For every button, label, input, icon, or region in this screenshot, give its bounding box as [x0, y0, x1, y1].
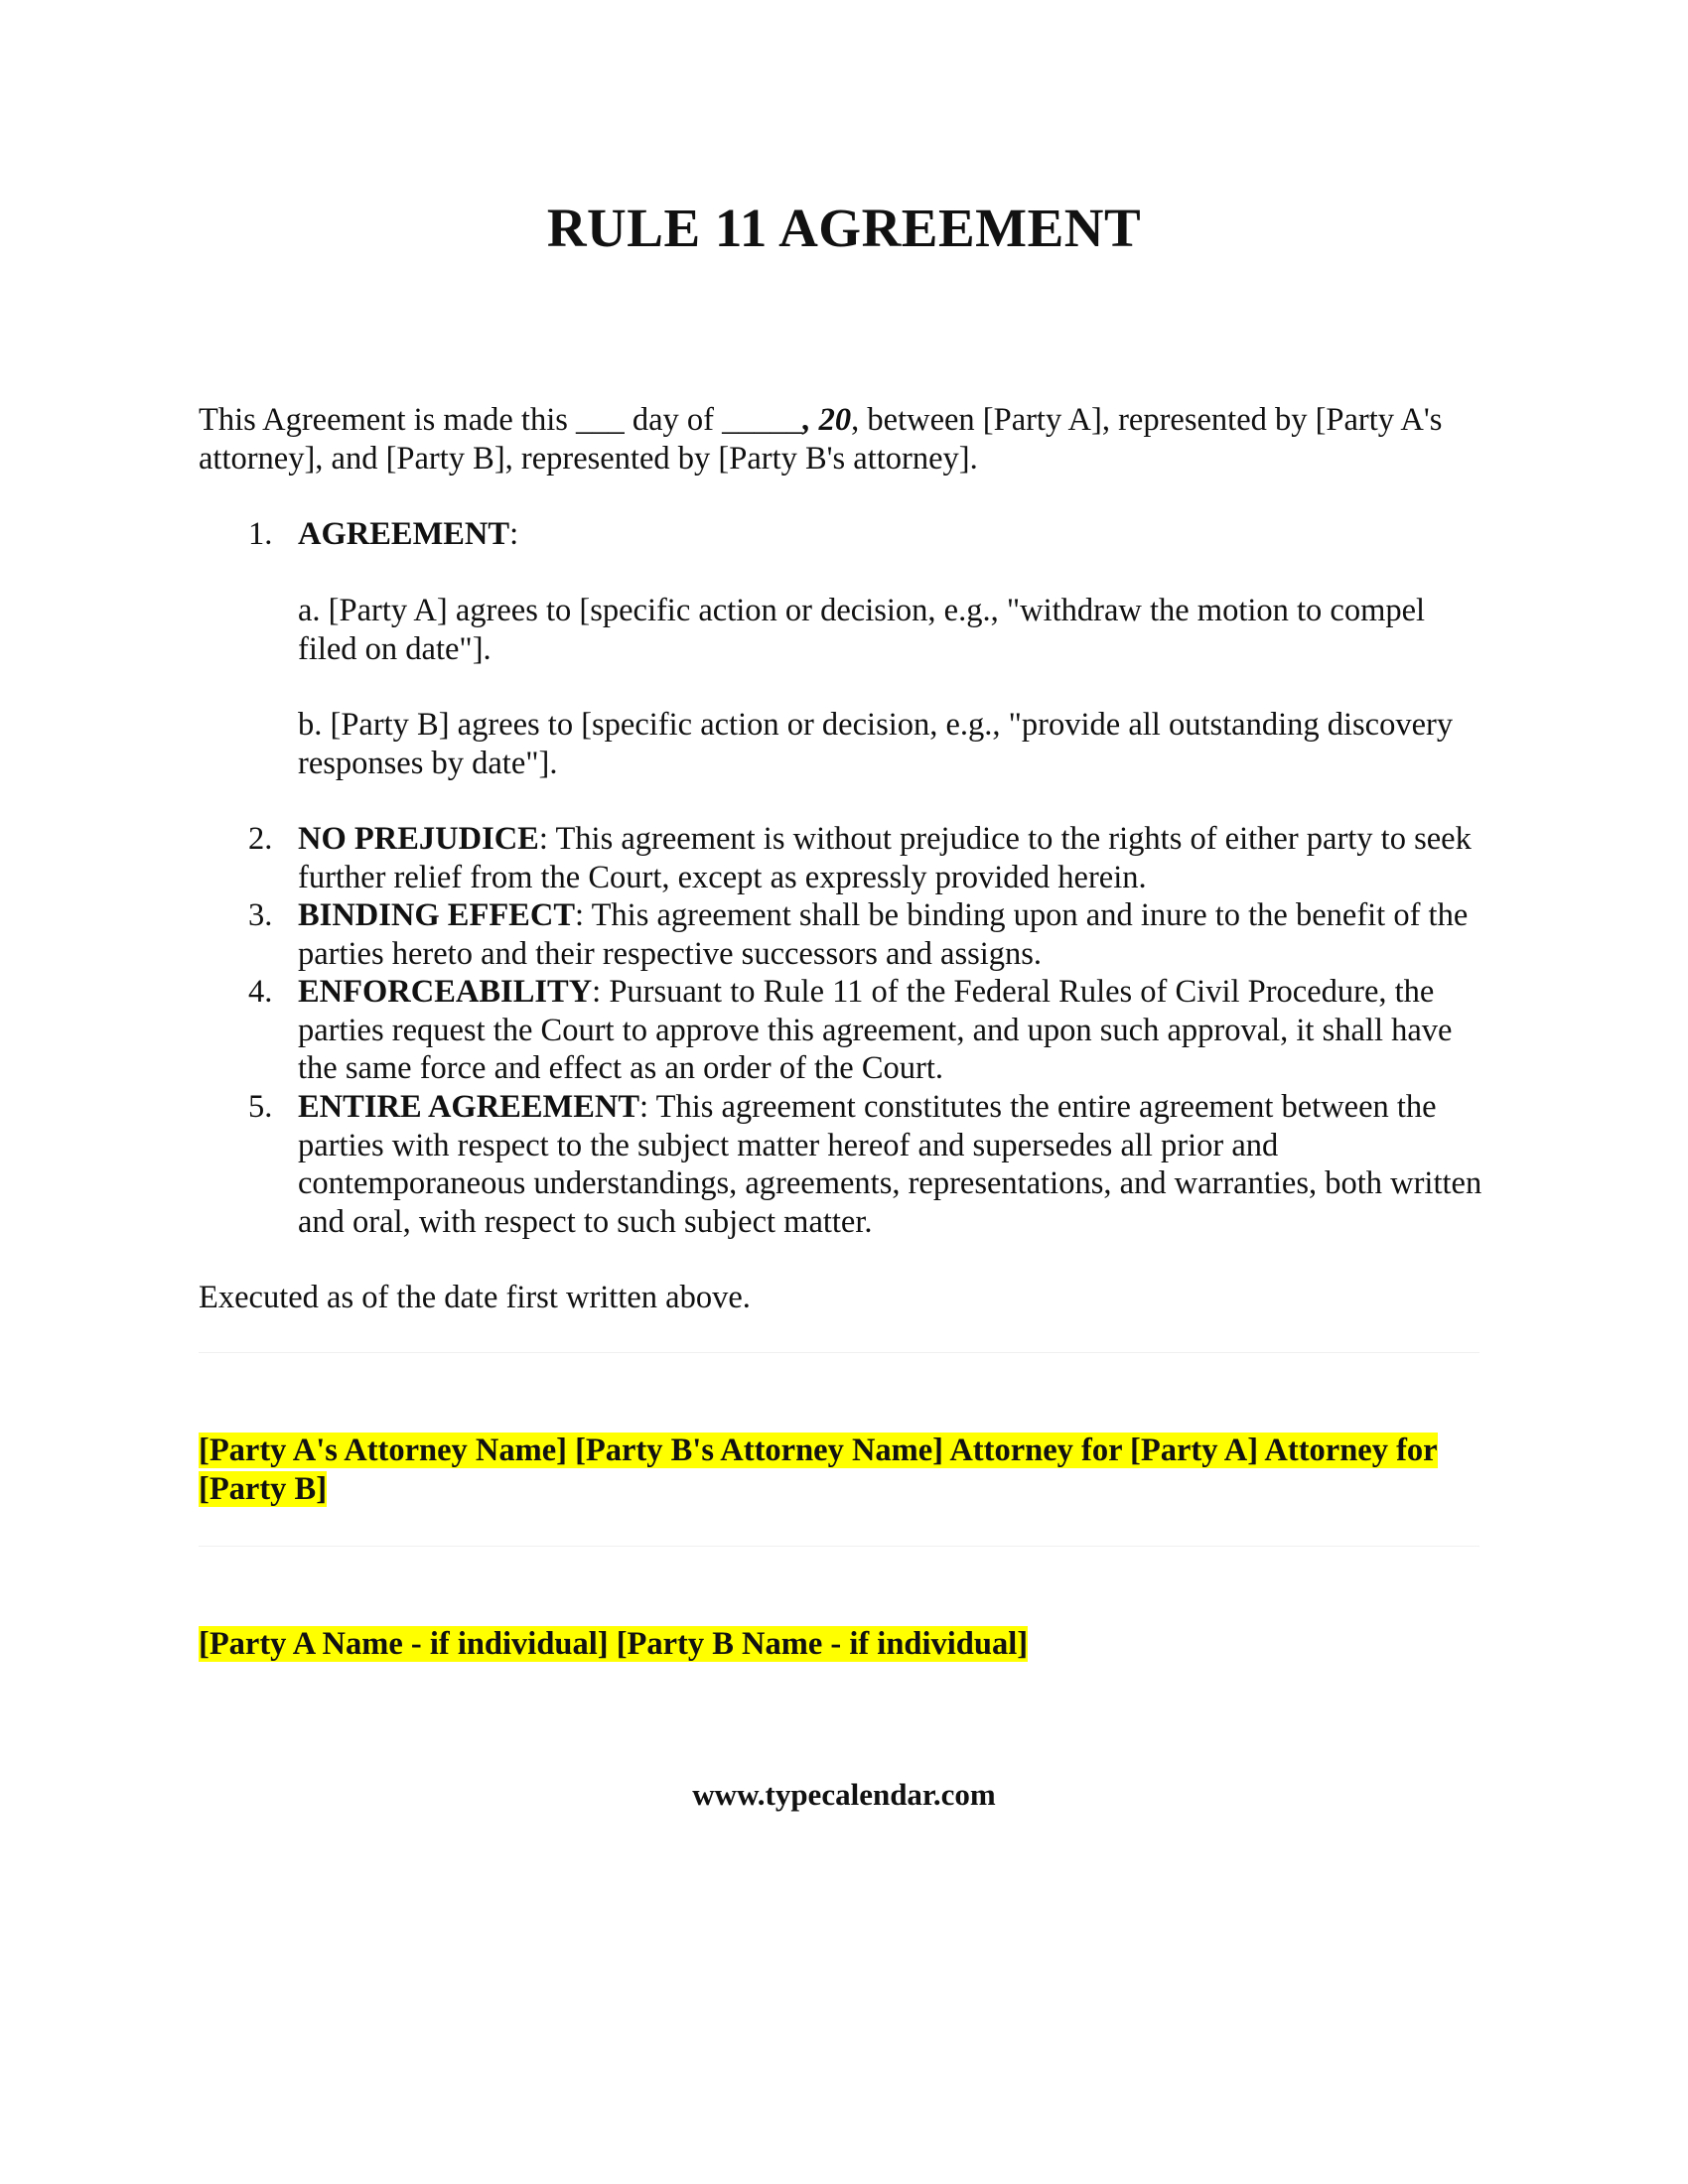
section-number: 1.: [248, 516, 273, 552]
section-text: : This agreement constitutes the entire agreement between the parties with respect to the subject matter hereof and supersedes all prior and contemporaneous understandings, agreements, representations, and warranties, both written and oral, with respect to such subject matter.: [298, 1089, 1482, 1240]
section-heading: ENFORCEABILITY: [298, 974, 593, 1010]
intro-year: , 20: [802, 402, 852, 438]
section-2: [298, 820, 1489, 896]
section-heading: NO PREJUDICE: [298, 821, 539, 857]
section-number: 2.: [248, 821, 273, 857]
section-text: : Pursuant to Rule 11 of the Federal Rules of Civil Procedure, the parties request the Court to approve this agreement, and upon such approval, it shall have the same force and effect as an order of the Court.: [298, 974, 1453, 1086]
attorney-signature-text: [Party A's Attorney Name] [Party B's Attorney Name] Attorney for [Party A] Attorney for [Party B]: [199, 1433, 1438, 1507]
section-number: 3.: [248, 897, 273, 933]
subitem-a: a. [Party A] agrees to [specific action or decision, e.g., "withdraw the motion to compel filed on date"].: [298, 593, 1426, 667]
section-number: 4.: [248, 974, 273, 1010]
divider: [199, 1546, 1479, 1547]
intro-text-part1: This Agreement is made this ___ day of _____: [199, 402, 803, 438]
section-heading: BINDING EFFECT: [298, 897, 575, 933]
section-number: 5.: [248, 1089, 273, 1125]
party-signature-text: [Party A Name - if individual] [Party B Name - if individual]: [199, 1626, 1029, 1662]
intro-text-part3: , between [Party A], represented by [Party A's attorney], and [Party B], represented by [Party B's attorney].: [199, 402, 1443, 477]
subitem-b: b. [Party B] agrees to [specific action or decision, e.g., "provide all outstanding discovery responses by date"].: [298, 707, 1454, 781]
section-3: [298, 896, 1489, 973]
section-1: [298, 515, 1489, 554]
divider: [199, 1352, 1479, 1353]
party-signature-block: [199, 1625, 1479, 1664]
section-heading: AGREEMENT: [298, 516, 510, 552]
executed-statement: Executed as of the date first written above.: [199, 1280, 751, 1315]
section-heading: ENTIRE AGREEMENT: [298, 1089, 640, 1125]
attorney-signature-block: [199, 1432, 1479, 1508]
section-5: [298, 1088, 1489, 1241]
section-text: :: [509, 516, 519, 552]
section-text: : This agreement shall be binding upon and inure to the benefit of the parties hereto and their respective successors and assigns.: [298, 897, 1469, 972]
intro-paragraph: [199, 401, 1479, 478]
footer-url: www.typecalendar.com: [692, 1777, 996, 1812]
section-4: [298, 973, 1489, 1088]
document-title: RULE 11 AGREEMENT: [546, 198, 1142, 258]
section-text: : This agreement is without prejudice to the rights of either party to seek further relief from the Court, except as expressly provided herein.: [298, 821, 1472, 895]
